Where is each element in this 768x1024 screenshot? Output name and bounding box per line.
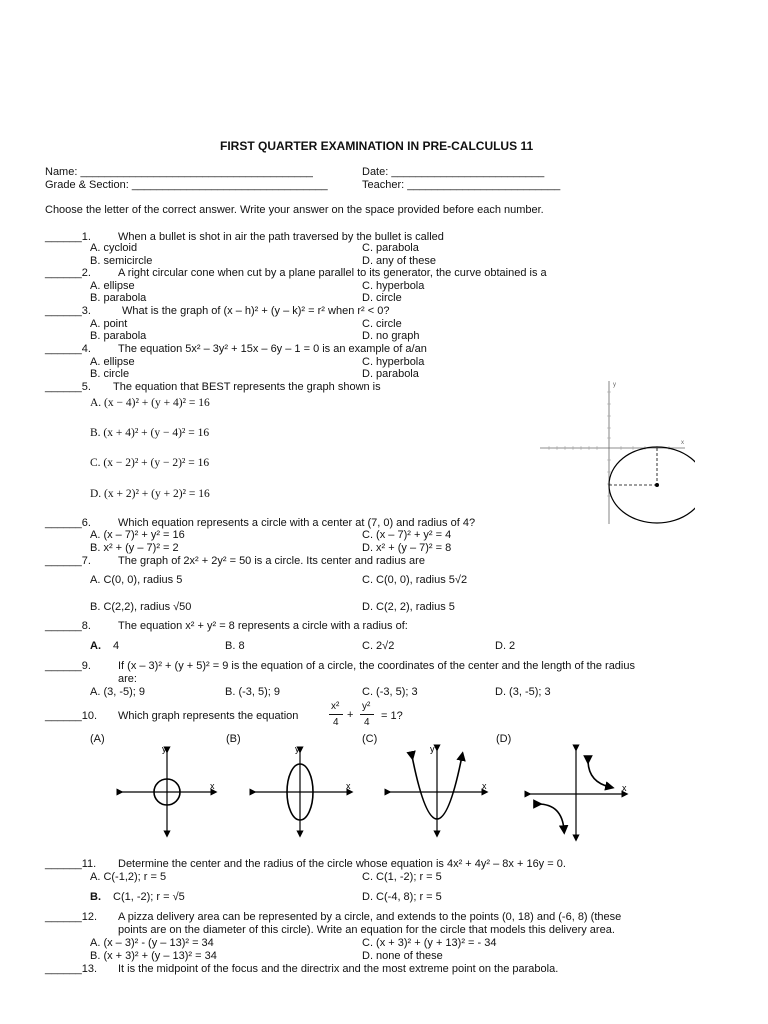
q4-option-c: C. hyperbola [362, 356, 425, 368]
q13-blank[interactable]: ______13. [45, 963, 97, 975]
q5-option-b: B. (x + 4)² + (y − 4)² = 16 [90, 427, 210, 439]
q6-option-d: D. x² + (y – 7)² = 8 [362, 542, 452, 554]
q1-option-d: D. any of these [362, 255, 436, 267]
q4-option-b: B. circle [90, 368, 130, 380]
q7-option-a: A. C(0, 0), radius 5 [90, 574, 183, 586]
q7-text: The graph of 2x² + 2y² = 50 is a circle. Its center and radius are [118, 555, 425, 567]
q12-option-c: C. (x + 3)² + (y + 13)² = - 34 [362, 937, 497, 949]
q2-text: A right circular cone when cut by a plane parallel to its generator, the curve obtained is a [118, 267, 547, 279]
q6-blank[interactable]: ______6. [45, 517, 91, 529]
q12-text-cont: points are on the diameter of this circle). Write an equation for the circle that models this delivery area. [118, 924, 615, 936]
q3-option-b: B. parabola [90, 330, 147, 342]
q10-frac2-den: 4 [364, 717, 370, 728]
q7-blank[interactable]: ______7. [45, 555, 91, 567]
q5-option-c: C. (x − 2)² + (y − 2)² = 16 [90, 457, 210, 469]
q2-option-d: D. circle [362, 292, 402, 304]
q10-graphs [110, 742, 640, 842]
q11-text: Determine the center and the radius of the circle whose equation is 4x² + 4y² – 8x + 16y = 0. [118, 858, 566, 870]
q7-option-d: D. C(2, 2), radius 5 [362, 601, 455, 613]
q1-text: When a bullet is shot in air the path traversed by the bullet is called [118, 231, 444, 243]
q12-text: A pizza delivery area can be represented by a circle, and extends to the points (0, 18) and (-6, 8) (these [118, 911, 622, 923]
q3-text: What is the graph of (x – h)² + (y – k)² = r² when r² < 0? [122, 305, 390, 317]
q11-option-b-value: C(1, -2); r = √5 [113, 891, 185, 903]
q3-option-c: C. circle [362, 318, 402, 330]
q7-option-b: B. C(2,2), radius √50 [90, 601, 192, 613]
q13-text: It is the midpoint of the focus and the directrix and the most extreme point on the parabola. [118, 963, 559, 975]
q12-option-a: A. (x – 3)² - (y – 13)² = 34 [90, 937, 214, 949]
q8-option-c: C. 2√2 [362, 640, 395, 652]
q10-text: Which graph represents the equation [118, 710, 299, 722]
q11-blank[interactable]: ______11. [45, 858, 97, 870]
q6-option-a: A. (x – 7)² + y² = 16 [90, 529, 185, 541]
q5-circle-graph [535, 378, 695, 526]
q9-option-d: D. (3, -5); 3 [495, 686, 551, 698]
q7-option-c: C. C(0, 0), radius 5√2 [362, 574, 468, 586]
q5-blank[interactable]: ______5. [45, 381, 91, 393]
q9-option-a: A. (3, -5); 9 [90, 686, 146, 698]
q5-option-d: D. (x + 2)² + (y + 2)² = 16 [90, 488, 210, 500]
q5-text: The equation that BEST represents the graph shown is [113, 381, 381, 393]
q10-plus: + [347, 709, 354, 721]
q10-graph-c [388, 744, 487, 834]
q11-option-c: C. C(1, -2); r = 5 [362, 871, 442, 883]
q1-blank[interactable]: ______1. [45, 231, 91, 243]
q11-option-d: D. C(-4, 8); r = 5 [362, 891, 442, 903]
date-field[interactable]: Date: _________________________ [362, 166, 545, 178]
svg-text:y: y [295, 744, 300, 754]
q4-blank[interactable]: ______4. [45, 343, 91, 355]
q2-option-a: A. ellipse [90, 280, 135, 292]
q3-option-a: A. point [90, 318, 128, 330]
q10-blank[interactable]: ______10. [45, 710, 97, 722]
q12-option-d: D. none of these [362, 950, 443, 962]
q1-option-c: C. parabola [362, 242, 419, 254]
q2-blank[interactable]: ______2. [45, 267, 91, 279]
svg-text:x: x [210, 781, 215, 791]
svg-text:y: y [162, 744, 167, 754]
q1-option-a: A. cycloid [90, 242, 138, 254]
q11-option-b-letter: B. [90, 891, 101, 903]
q9-text-cont: are: [118, 673, 137, 685]
q6-option-b: B. x² + (y – 7)² = 2 [90, 542, 179, 554]
q9-blank[interactable]: ______9. [45, 660, 91, 672]
q9-option-b: B. (-3, 5); 9 [225, 686, 281, 698]
q10-option-a-label: (A) [90, 733, 105, 745]
q8-option-a-value: 4 [113, 640, 120, 652]
q3-blank[interactable]: ______3. [45, 305, 91, 317]
q6-option-c: C. (x – 7)² + y² = 4 [362, 529, 452, 541]
q5-x-label: x [681, 440, 684, 446]
svg-text:x: x [346, 781, 351, 791]
exam-title: FIRST QUARTER EXAMINATION IN PRE-CALCULUS 11 [220, 139, 534, 153]
q8-option-b: B. 8 [225, 640, 245, 652]
svg-text:y: y [430, 744, 435, 754]
instructions: Choose the letter of the correct answer. Write your answer on the space provided before each number. [45, 204, 544, 216]
q10-graph-b [253, 744, 351, 834]
q3-option-d: D. no graph [362, 330, 420, 342]
svg-text:x: x [622, 783, 627, 793]
q5-option-a: A. (x − 4)² + (y + 4)² = 16 [90, 397, 210, 409]
q12-option-b: B. (x + 3)² + (y – 13)² = 34 [90, 950, 217, 962]
name-field[interactable]: Name: ______________________________________ [45, 166, 313, 178]
q10-eq-tail: = 1? [381, 710, 403, 722]
q10-option-d-label: (D) [496, 733, 512, 745]
q2-option-c: C. hyperbola [362, 280, 425, 292]
q1-option-b: B. semicircle [90, 255, 153, 267]
q10-graph-d [528, 748, 627, 838]
q10-graph-a [120, 744, 215, 834]
q10-frac1-den: 4 [333, 717, 339, 728]
q4-option-d: D. parabola [362, 368, 419, 380]
q10-frac2-num: y² [362, 701, 371, 712]
q8-option-d: D. 2 [495, 640, 516, 652]
q4-option-a: A. ellipse [90, 356, 135, 368]
q5-center-point [655, 483, 659, 487]
q10-option-c-label: (C) [362, 733, 378, 745]
q5-y-label: y [613, 382, 616, 388]
q12-blank[interactable]: ______12. [45, 911, 97, 923]
q9-option-c: C. (-3, 5); 3 [362, 686, 418, 698]
q10-option-b-label: (B) [226, 733, 241, 745]
q4-text: The equation 5x² – 3y² + 15x – 6y – 1 = 0 is an example of a/an [118, 343, 427, 355]
q10-frac1-bar [329, 714, 343, 715]
q8-blank[interactable]: ______8. [45, 620, 91, 632]
q8-option-a-letter: A. [90, 640, 101, 652]
q9-text: If (x – 3)² + (y + 5)² = 9 is the equation of a circle, the coordinates of the center and the length of the radius [118, 660, 635, 672]
q10-frac2-bar [360, 714, 374, 715]
q10-frac1-num: x² [331, 701, 340, 712]
q8-text: The equation x² + y² = 8 represents a circle with a radius of: [118, 620, 408, 632]
q6-text: Which equation represents a circle with a center at (7, 0) and radius of 4? [118, 517, 476, 529]
grade-section-field[interactable]: Grade & Section: ________________________________ [45, 179, 328, 191]
teacher-field[interactable]: Teacher: _________________________ [362, 179, 561, 191]
q11-option-a: A. C(-1,2); r = 5 [90, 871, 167, 883]
q2-option-b: B. parabola [90, 292, 147, 304]
svg-text:x: x [482, 781, 487, 791]
